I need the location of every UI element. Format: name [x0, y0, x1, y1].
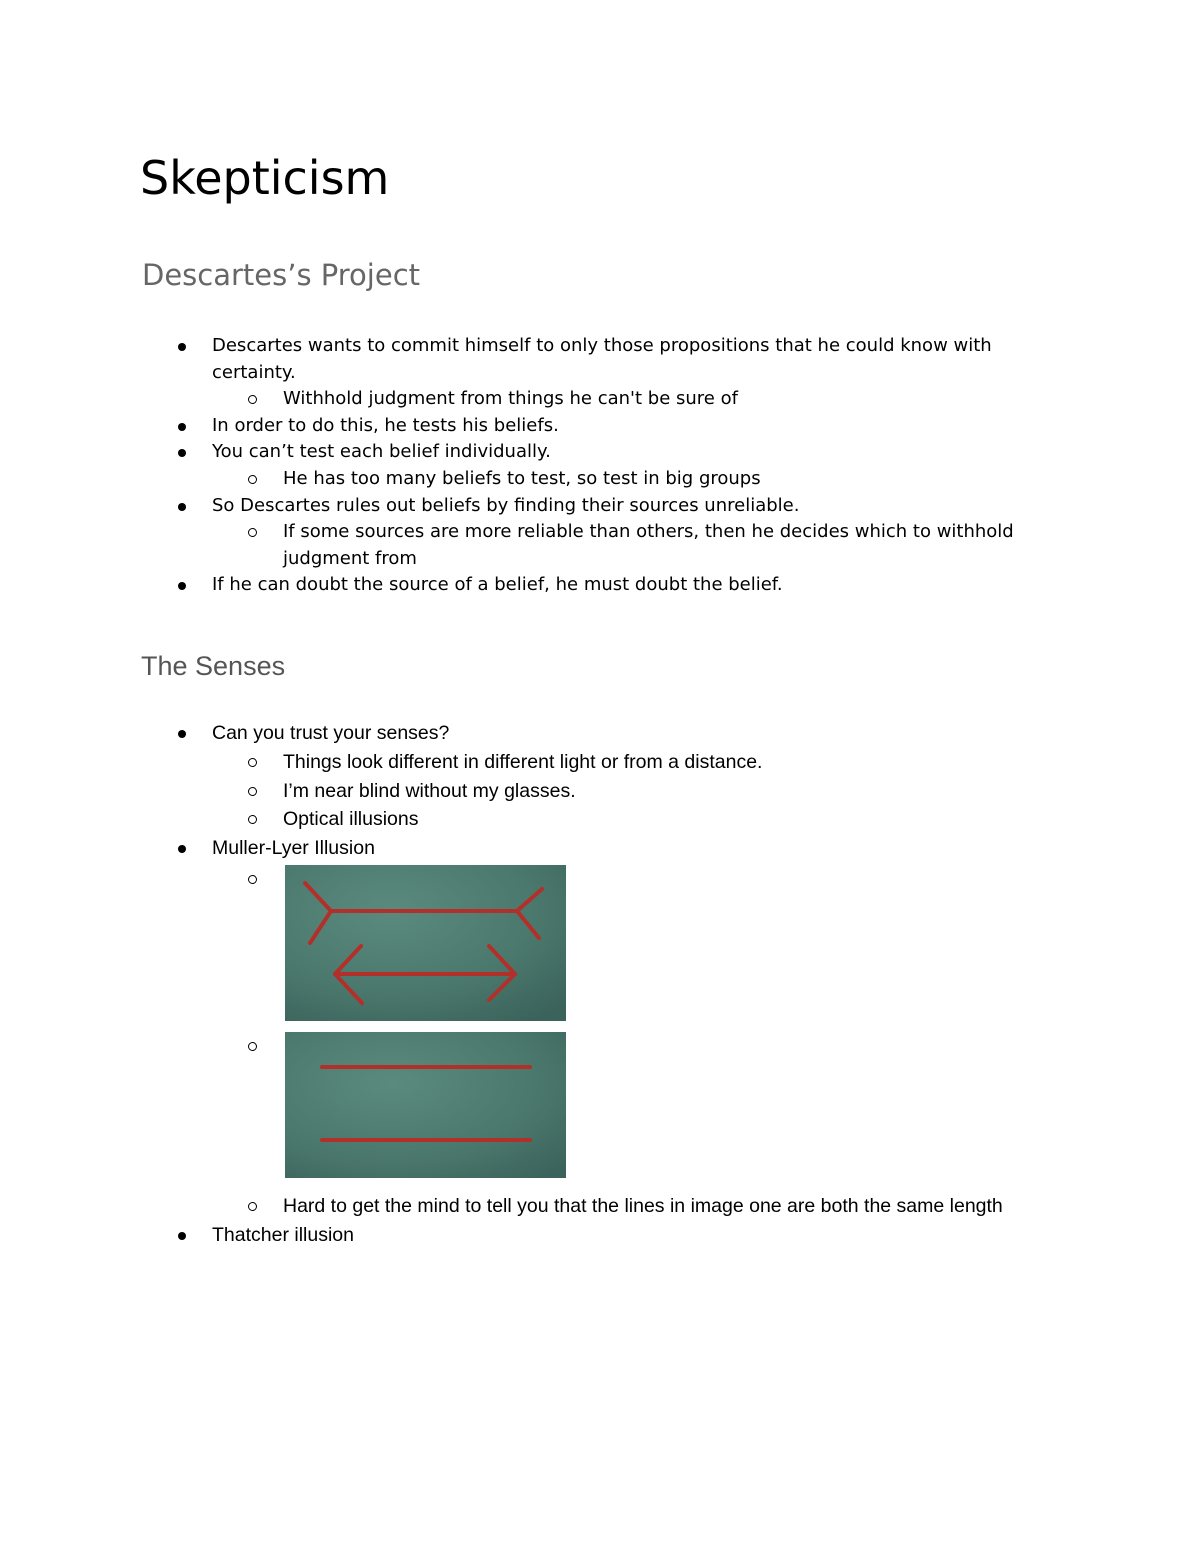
- senses-bullet-list: [0, 719, 1200, 1250]
- list-item-text: Things look different in different light or from a distance.: [283, 750, 763, 773]
- list-item-text: Muller-Lyer Illusion: [212, 837, 375, 860]
- list-item-text: If some sources are more reliable than others, then he decides which to withhold judgment from: [283, 521, 1014, 569]
- hollow-bullet-icon: [248, 815, 257, 824]
- list-item: [0, 1221, 1200, 1250]
- list-item: [0, 834, 1200, 863]
- image-background: [285, 865, 566, 1021]
- bullet-icon: [178, 503, 186, 511]
- list-item: [0, 748, 1200, 777]
- list-item: [0, 1192, 1200, 1221]
- list-item: [0, 805, 1200, 834]
- hollow-bullet-icon: [248, 1202, 257, 1211]
- bullet-icon: [178, 1232, 186, 1240]
- list-item: [0, 333, 1200, 386]
- list-item: [0, 572, 1200, 599]
- hollow-bullet-icon: [248, 395, 257, 404]
- list-item: [0, 439, 1200, 466]
- list-item: [0, 719, 1200, 748]
- list-item-text: In order to do this, he tests his beliefs.: [212, 414, 559, 436]
- bullet-icon: [178, 730, 186, 738]
- list-item-text: Optical illusions: [283, 808, 419, 831]
- list-item-text: Descartes wants to commit himself to only those propositions that he could know with certainty.: [212, 335, 992, 383]
- section-heading-descartes: Descartes’s Project: [142, 258, 421, 292]
- list-item: [0, 519, 1200, 572]
- descartes-bullet-list: [0, 333, 1200, 599]
- list-item-text: I’m near blind without my glasses.: [283, 779, 576, 802]
- list-item-text: Thatcher illusion: [212, 1223, 354, 1246]
- bullet-icon: [178, 423, 186, 431]
- hollow-bullet-icon: [248, 787, 257, 796]
- list-item: [0, 777, 1200, 806]
- list-item-text: Withhold judgment from things he can't be sure of: [283, 388, 738, 410]
- list-item-text: Hard to get the mind to tell you that the lines in image one are both the same length: [283, 1194, 1003, 1217]
- hollow-bullet-icon: [248, 758, 257, 767]
- list-item-text: If he can doubt the source of a belief, he must doubt the belief.: [212, 574, 783, 596]
- hollow-bullet-icon: [248, 1042, 257, 1051]
- list-item: [0, 413, 1200, 440]
- list-item-text: He has too many beliefs to test, so test in big groups: [283, 467, 761, 489]
- list-item-image: [0, 865, 1200, 1021]
- list-item-text: So Descartes rules out beliefs by finding their sources unreliable.: [212, 494, 800, 516]
- section-heading-senses: The Senses: [141, 651, 286, 681]
- list-item-text: Can you trust your senses?: [212, 722, 450, 744]
- list-item-image: [0, 1032, 1200, 1188]
- hollow-bullet-icon: [248, 875, 257, 884]
- page-title: Skepticism: [140, 151, 390, 205]
- list-item: [0, 386, 1200, 413]
- bullet-icon: [178, 582, 186, 590]
- hollow-bullet-icon: [248, 528, 257, 537]
- image-background: [285, 1032, 566, 1178]
- hollow-bullet-icon: [248, 475, 257, 484]
- bullet-icon: [178, 343, 186, 351]
- bullet-icon: [178, 845, 186, 853]
- bullet-icon: [178, 449, 186, 457]
- muller-lyer-arrows-image: [285, 865, 566, 1021]
- list-item: [0, 466, 1200, 493]
- list-item-text: You can’t test each belief individually.: [212, 441, 551, 463]
- muller-lyer-lines-image: [285, 1032, 566, 1178]
- list-item: [0, 493, 1200, 520]
